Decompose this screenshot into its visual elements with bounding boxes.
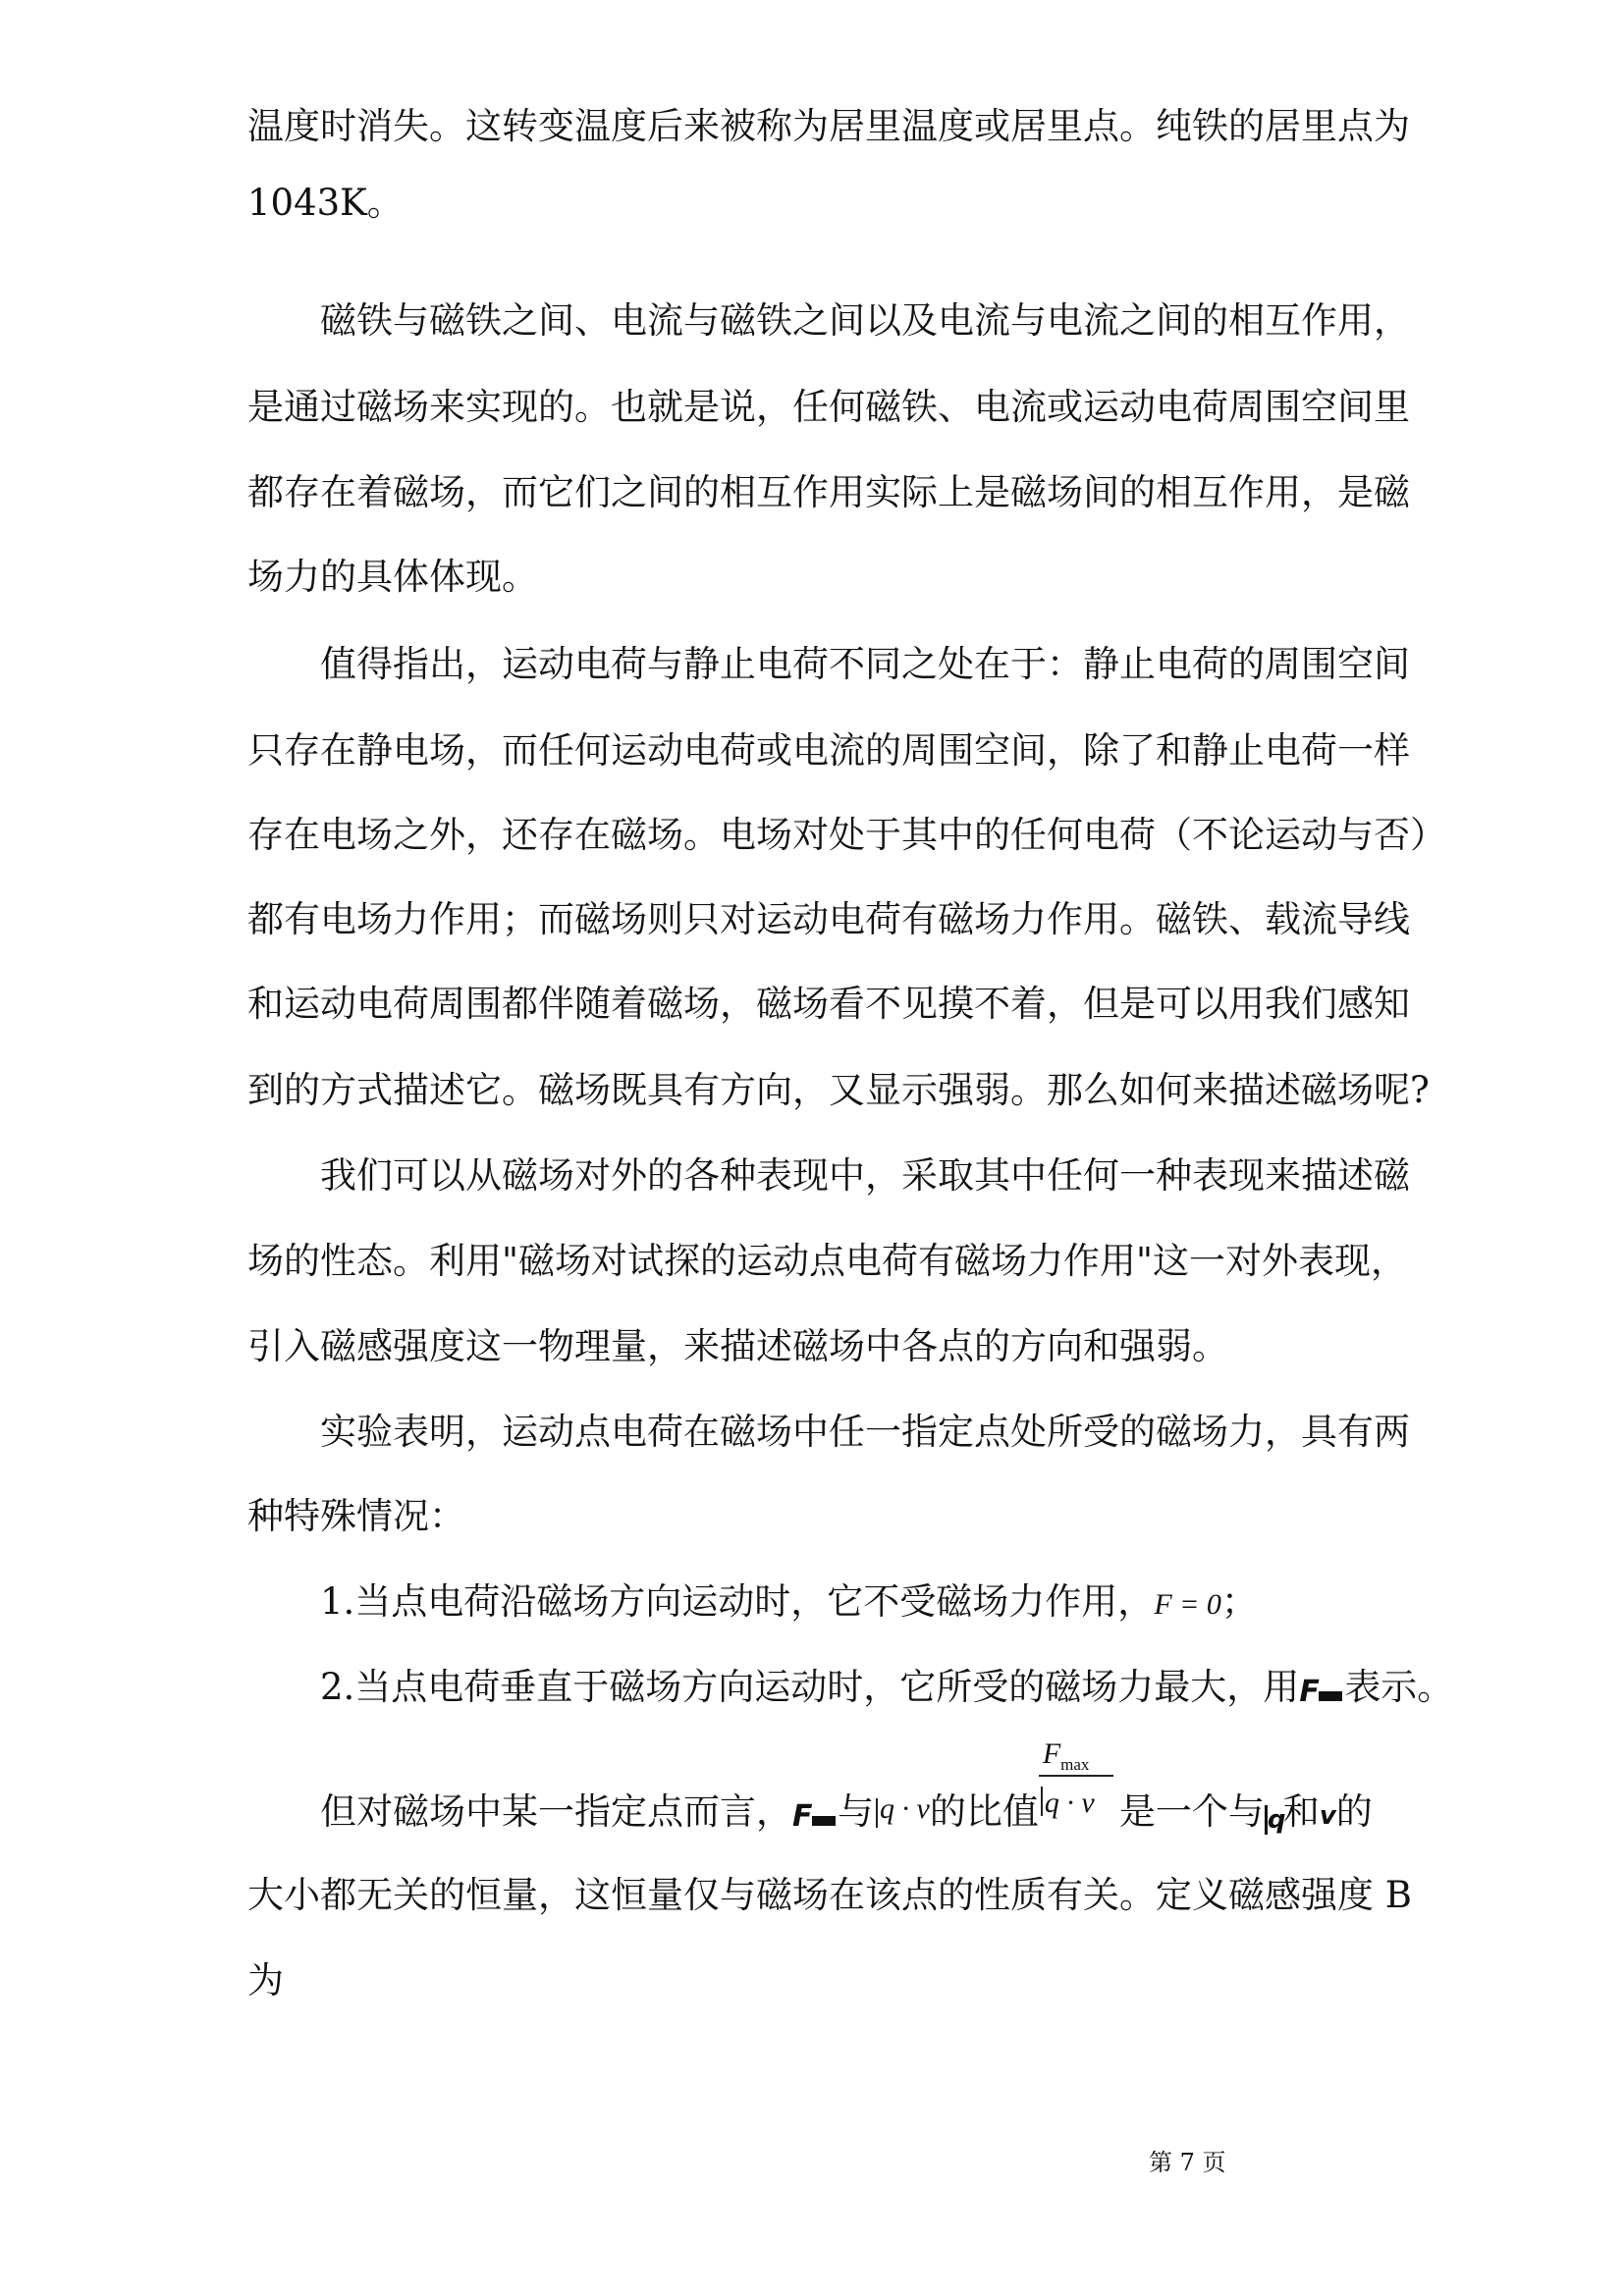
list-item-2	[320, 1663, 1454, 1712]
list-item-end: 表示。	[1344, 1666, 1454, 1708]
text-line: 大小都无关的恒量，这恒量仅与磁场在该点的性质有关。定义磁感强度 B	[247, 1874, 1412, 1916]
text-line: 种特殊情况：	[247, 1495, 465, 1537]
list-item-text: 2.当点电荷垂直于磁场方向运动时，它所受的磁场力最大，用	[320, 1666, 1300, 1708]
q-times-v: q · v	[880, 1792, 930, 1825]
text-line: 为	[247, 1959, 284, 2002]
text-line: 存在电场之外，还存在磁场。电场对处于其中的任何电荷（不论运动与否）	[247, 814, 1446, 856]
text-line: 引入磁感强度这一物理量，来描述磁场中各点的方向和强弱。	[247, 1325, 1228, 1367]
list-item-1	[320, 1577, 1396, 1629]
text-line: 是通过磁场来实现的。也就是说，任何磁铁、电流或运动电荷周围空间里	[247, 386, 1410, 428]
fraction-numerator: $F_{max}$	[1042, 1737, 1090, 1774]
para-text: 的	[1335, 1790, 1373, 1833]
list-item-text: 1.当点电荷沿磁场方向运动时，它不受磁场力作用，	[320, 1580, 1155, 1623]
v-symbol: v	[1319, 1801, 1336, 1831]
page-number: 第 7 页	[1149, 2149, 1226, 2176]
text-line: 场的性态。利用"磁场对试探的运动点电荷有磁场力作用"这一对外表现，	[247, 1240, 1408, 1282]
punctuation: ；	[1220, 1580, 1258, 1623]
text-line: 磁铁与磁铁之间、电流与磁铁之间以及电流与电流之间的相互作用，	[320, 299, 1410, 342]
text-line: 1043K。	[247, 182, 404, 224]
q-symbol: q	[1265, 1805, 1283, 1835]
formula-paragraph-line	[320, 1737, 1396, 1841]
para-text: 是一个与	[1118, 1790, 1265, 1833]
para-text: 与	[838, 1790, 874, 1833]
text-line: 都存在着磁场，而它们之间的相互作用实际上是磁场间的相互作用，是磁	[247, 471, 1410, 513]
text-line: 实验表明，运动点电荷在磁场中任一指定点处所受的磁场力，具有两	[320, 1411, 1410, 1453]
text-line: 值得指出，运动电荷与静止电荷不同之处在于：静止电荷的周围空间	[320, 643, 1410, 685]
formula-f-equals-zero: F = 0	[1154, 1588, 1221, 1621]
text-line: 只存在静电场，而任何运动电荷或电流的周围空间，除了和静止电荷一样	[247, 729, 1410, 772]
text-line: 都有电场力作用；而磁场则只对运动电荷有磁场力作用。磁铁、载流导线	[247, 898, 1410, 940]
para-text: 和	[1282, 1790, 1320, 1833]
para-text: 的比值	[929, 1790, 1039, 1833]
f-max-symbol	[1299, 1674, 1344, 1709]
para-text: 但对磁场中某一指定点而言，	[320, 1790, 792, 1833]
ratio-fraction	[1039, 1737, 1119, 1834]
text-line: 温度时消失。这转变温度后来被称为居里温度或居里点。纯铁的居里点为	[247, 105, 1410, 147]
text-line: 场力的具体体现。	[247, 556, 538, 598]
f-letter: F	[1299, 1675, 1320, 1709]
fraction-denominator: q · v	[1039, 1779, 1095, 1828]
text-line: 和运动电荷周围都伴随着磁场，磁场看不见摸不着，但是可以用我们感知	[247, 983, 1410, 1025]
text-line: 到的方式描述它。磁场既具有方向，又显示强弱。那么如何来描述磁场呢?	[247, 1069, 1430, 1111]
f-letter: F	[792, 1799, 813, 1834]
text-line: 我们可以从磁场对外的各种表现中，采取其中任何一种表现来描述磁	[320, 1154, 1410, 1197]
f-max-symbol	[792, 1798, 838, 1834]
